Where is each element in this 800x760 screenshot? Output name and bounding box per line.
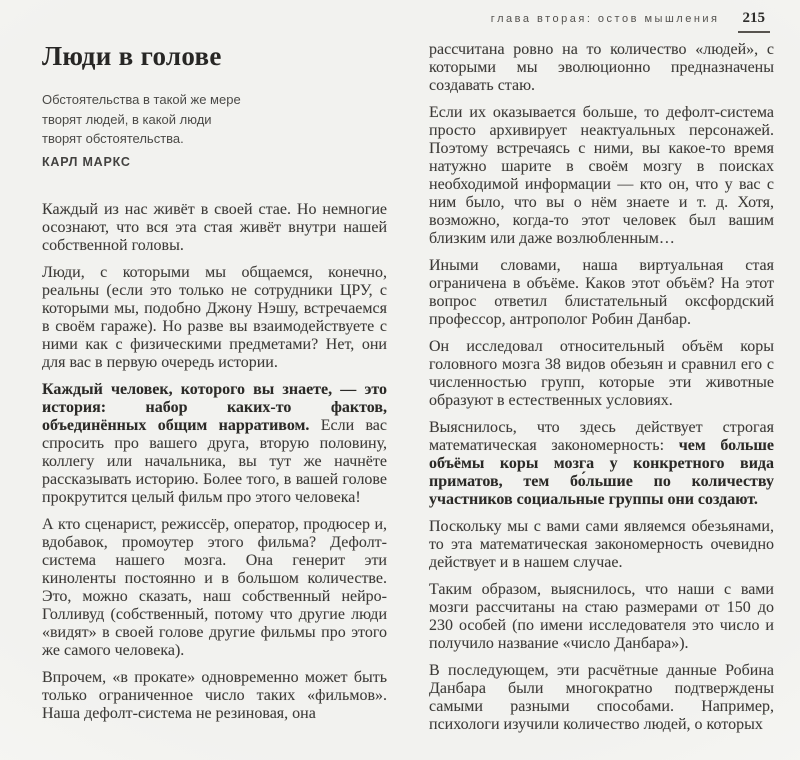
left-column: [42, 41, 387, 734]
right-column: [429, 41, 774, 734]
paragraph-segment: рассчитана ровно на то количество «людей», с которыми мы эволюционно предназначены создавать стаю.: [429, 41, 774, 94]
paragraph-segment: А кто сценарист, режиссёр, оператор, продюсер и, вдобавок, промоутер этого фильма? Дефолт-система нашего мозга. Она генерит эти киноленты постоянно и в большом количестве. Это, можно сказать, наш собственный нейро-Голливуд (собственный, потому что другие люди «видят» в своей голове другие фильмы про этого же самого человека).: [42, 515, 387, 659]
page-header: [0, 0, 800, 28]
paragraph: [42, 669, 387, 723]
paragraph-segment: Он исследовал относительный объём коры головного мозга 38 видов обезьян и сравнил его с численностью групп, которые эти животные образуют в естественных условиях.: [429, 338, 774, 409]
paragraph-segment: Если их оказывается больше, то дефолт-система просто архивирует неактуальных персонажей. Поэтому встречаясь с ними, вы какое-то время натужно шарите в своём мозгу в поисках необходимой информации — кто он, что у вас с ним было, что вы о нём знаете и т. д. Хотя, возможно, когда-то этот человек был вашим близким или даже возлюбленным…: [429, 104, 774, 247]
paragraph-segment: Поскольку мы с вами сами являемся обезьянами, то эта математическая закономерность очевидно действует и в нашем случае.: [429, 518, 774, 571]
paragraph: [429, 581, 774, 653]
paragraph: [42, 264, 387, 372]
epigraph: [42, 90, 387, 149]
epigraph-author: КАРЛ МАРКС: [42, 154, 131, 169]
paragraph: [42, 516, 387, 660]
running-title: глава вторая: остов мышления: [490, 13, 720, 25]
section-title: Люди в голове: [42, 41, 222, 71]
paragraph: [429, 338, 774, 410]
paragraph-segment: Если вас спросить про вашего друга, вторую половину, коллегу или начальника, вы тут же начнёте рассказывать историю. Более того, в вашей голове прокрутится целый фильм про этого человека!: [42, 416, 387, 506]
paragraph-segment: Выяснилось, что здесь действует строгая математическая закономерность:: [429, 419, 774, 454]
paragraph: [429, 257, 774, 329]
paragraph-bold-segment: Каждый человек, которого вы знаете, — это история: набор каких-то фактов, объединённых общим нарративом.: [42, 380, 387, 434]
paragraph: [429, 518, 774, 572]
paragraph-segment: Таким образом, выяснилось, что наши с вами мозги рассчитаны на стаю размерами от 150 до 230 особей (по имени исследователя это число и получило название «число Данбара»).: [429, 581, 774, 652]
left-column-text: [42, 201, 387, 723]
epigraph-line: творят обстоятельства.: [42, 131, 184, 146]
paragraph: [42, 201, 387, 255]
right-column-text: [429, 41, 774, 734]
paragraph-segment: Впрочем, «в прокате» одновременно может быть только ограниченное число таких «фильмов». Наша дефолт-система не резиновая, она: [42, 668, 387, 722]
epigraph-line: Обстоятельства в такой же мере: [42, 92, 241, 107]
paragraph-segment: В последующем, эти расчётные данные Робина Данбара были многократно подтверждены самыми разными способами. Например, психологи изучили количество людей, о которых: [429, 662, 774, 733]
paragraph: [429, 104, 774, 248]
paragraph: [429, 419, 774, 509]
epigraph-line: творят людей, в какой люди: [42, 111, 212, 127]
paragraph: [429, 662, 774, 734]
paragraph-segment: Иными словами, наша виртуальная стая ограничена в объёме. Каков этот объём? На этот вопрос ответил блистательный оксфордский профессор, антрополог Робин Данбар.: [429, 257, 774, 328]
paragraph-segment: Каждый из нас живёт в своей стае. Но немногие осознают, что вся эта стая живёт внутри нашей собственной головы.: [42, 200, 387, 254]
two-column-layout: [0, 28, 800, 734]
paragraph: [42, 381, 387, 507]
paragraph-bold-segment: чем больше объёмы коры мозга у конкретного вида приматов, тем бо́льшие по количеству участников социальные группы они создают.: [429, 437, 774, 508]
paragraph: [429, 41, 774, 95]
paragraph-segment: Люди, с которыми мы общаемся, конечно, реальны (если это только не сотрудники ЦРУ, с которыми мы, подобно Джону Нэшу, встречаемся в своём гараже). Но разве вы взаимодействуете с ними как с физическими предметами? Нет, они для вас в первую очередь истории.: [42, 263, 387, 371]
page-number: 215: [738, 10, 771, 33]
